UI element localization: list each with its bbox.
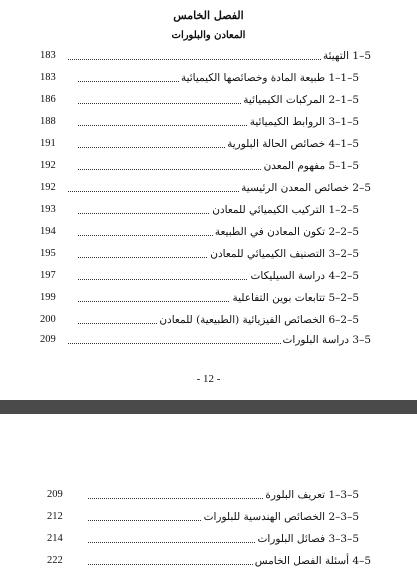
toc-entry (0, 553, 417, 569)
toc-entry (0, 224, 417, 240)
toc-entry (0, 114, 417, 130)
toc-entry-page: 188 (40, 116, 56, 127)
toc-entry-page: 192 (40, 160, 56, 171)
toc-page-bottom (0, 414, 417, 577)
toc-entry-page: 183 (40, 50, 56, 61)
toc-entry-label: 5–2–6 الخصائص الفيزيائية (الطبيعية) للمعادن (159, 314, 359, 326)
toc-entry-label: 5–2–2 تكون المعادن في الطبيعة (214, 226, 359, 238)
toc-entry-page: 214 (47, 533, 63, 544)
toc-entry-page: 194 (40, 226, 56, 237)
toc-entry-page: 222 (47, 555, 63, 566)
toc-entry-page: 192 (40, 182, 56, 193)
toc-entry-page: 191 (40, 138, 56, 149)
toc-entry (0, 92, 417, 108)
toc-entry-label: 5–2–5 تتابعات بوين التفاعلية (232, 292, 359, 304)
toc-entry-label: 5–3–1 تعريف البلورة (265, 489, 359, 501)
toc-entry-label: 5–2 خصائص المعدن الرئيسية (241, 182, 371, 194)
toc-entry (0, 48, 417, 64)
toc-entry-page: 209 (40, 334, 56, 345)
toc-entry-page: 193 (40, 204, 56, 215)
toc-entry (0, 70, 417, 86)
toc-entry (0, 290, 417, 306)
toc-entry-label: 5–3–3 فصائل البلورات (257, 533, 359, 545)
toc-entry (0, 487, 417, 503)
chapter-title: الفصل الخامس (173, 9, 244, 22)
toc-entry-label: 5–2–3 التصنيف الكيميائي للمعادن (210, 248, 359, 260)
toc-entry (0, 158, 417, 174)
toc-entry-page: 209 (47, 489, 63, 500)
toc-entry-label: 5–1–2 المركبات الكيميائية (243, 94, 359, 106)
toc-entry-label: 5–3–2 الخصائص الهندسية للبلورات (203, 511, 359, 523)
toc-entry-page: 195 (40, 248, 56, 259)
toc-entry (0, 268, 417, 284)
toc-entry-label: 5–1–5 مفهوم المعدن (263, 160, 359, 172)
toc-entry (0, 509, 417, 525)
toc-entry-label: 5–1 التهيئة (322, 50, 371, 62)
toc-entry-label: 5–4 أسئلة الفصل الخامس (254, 555, 371, 567)
toc-entry (0, 180, 417, 196)
chapter-subtitle: المعادن والبلورات (171, 30, 246, 41)
toc-entry-label: 5–1–1 طبيعة المادة وخصائصها الكيميائية (180, 72, 359, 84)
page-divider (0, 400, 417, 414)
toc-entry-label: 5–3 دراسة البلورات (282, 334, 371, 346)
toc-entry-label: 5–1–3 الروابط الكيميائية (249, 116, 359, 128)
toc-entry-label: 5–1–4 خصائص الحالة البلورية (227, 138, 359, 150)
toc-entry (0, 332, 417, 348)
toc-entry (0, 202, 417, 218)
toc-entry-page: 199 (40, 292, 56, 303)
page-number: - 12 - (196, 373, 221, 385)
toc-entry-page: 212 (47, 511, 63, 522)
toc-entry-page: 197 (40, 270, 56, 281)
toc-entry (0, 531, 417, 547)
toc-entry-label: 5–2–1 التركيب الكيميائي للمعادن (212, 204, 359, 216)
toc-entry (0, 136, 417, 152)
toc-entry (0, 246, 417, 262)
toc-entry-page: 200 (40, 314, 56, 325)
toc-entry (0, 312, 417, 328)
toc-entry-page: 186 (40, 94, 56, 105)
toc-entry-page: 183 (40, 72, 56, 83)
toc-entry-label: 5–2–4 دراسة السيليكات (250, 270, 359, 282)
